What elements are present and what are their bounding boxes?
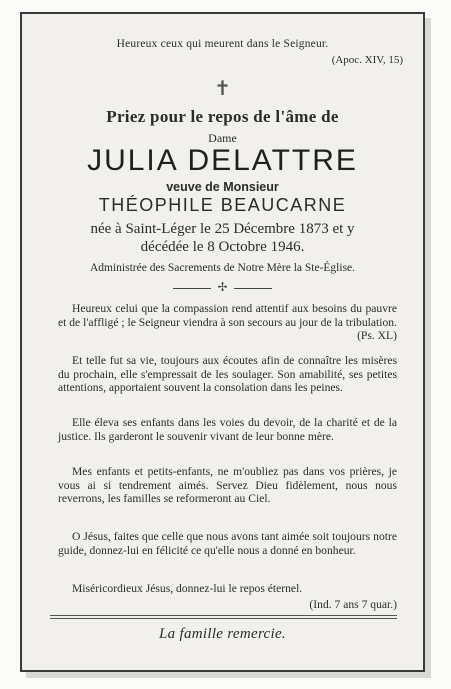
epigraph-reference: (Apoc. XIV, 15) <box>331 54 403 66</box>
paragraph-psalm <box>58 302 397 343</box>
prayer-request: Priez pour le repos de l'âme de <box>106 107 339 126</box>
cross-icon: ✝ <box>214 78 231 100</box>
ornament-rule-right <box>234 288 272 289</box>
paragraph-text: Elle éleva ses enfants dans les voies du devoir, de la charité et de la justice. Ils garderont le souvenir vivant de leur bonne mère. <box>58 416 397 443</box>
widow-of-label: veuve de Monsieur <box>166 180 279 194</box>
divider-rule <box>50 618 397 619</box>
family-thanks: La famille remercie. <box>159 626 286 642</box>
psalm-reference: (Ps. XL) <box>357 329 397 343</box>
paragraph-prayer-jesus <box>58 530 397 557</box>
ornament-icon: ✢ <box>217 280 228 294</box>
indulgence-reference: (Ind. 7 ans 7 quar.) <box>309 598 397 611</box>
title-dame: Dame <box>208 131 237 145</box>
deceased-name: JULIA DELATTRE <box>87 144 358 177</box>
paragraph-text: Heureux celui que la compassion rend attentif aux besoins du pauvre et de l'affligé ; le Seigneur viendra à son secours au jour de la tribulation. <box>58 302 397 329</box>
sacraments-line: Administrée des Sacrements de Notre Mère la Ste-Église. <box>89 262 356 274</box>
death-line: décédée le 8 Octobre 1946. <box>140 239 305 255</box>
divider-rule <box>50 615 397 616</box>
paragraph-life <box>58 354 397 395</box>
paragraph-children <box>58 416 397 443</box>
paragraph-text: Mes enfants et petits-enfants, ne m'oubliez pas dans vos prières, je vous ai si tendrement aimés. Servez Dieu fidèlement, nous nous reverrons, les familles se reformeront au Ciel. <box>58 465 397 506</box>
epigraph: Heureux ceux qui meurent dans le Seigneur. <box>116 38 329 50</box>
ornament-rule-left <box>173 288 211 289</box>
birth-line: née à Saint-Léger le 25 Décembre 1873 et y <box>90 221 355 237</box>
paragraph-farewell <box>58 465 397 506</box>
paragraph-indulgence <box>58 582 397 596</box>
paragraph-text: Et telle fut sa vie, toujours aux écoutes afin de connaître les misères du prochain, elle s'empressait de les soulager. Son amabilité, ses petites attentions, apportaient souvent la consolation dans les peines. <box>58 354 397 395</box>
paragraph-text: Miséricordieux Jésus, donnez-lui le repos éternel. <box>72 582 303 595</box>
paragraph-text: O Jésus, faites que celle que nous avons tant aimée soit toujours notre guide, donnez-lui en félicité ce qu'elle nous a donné en bonheur. <box>58 530 397 557</box>
ornament-divider <box>22 280 423 295</box>
husband-name: THÉOPHILE BEAUCARNE <box>98 195 347 215</box>
memorial-card <box>20 12 425 672</box>
